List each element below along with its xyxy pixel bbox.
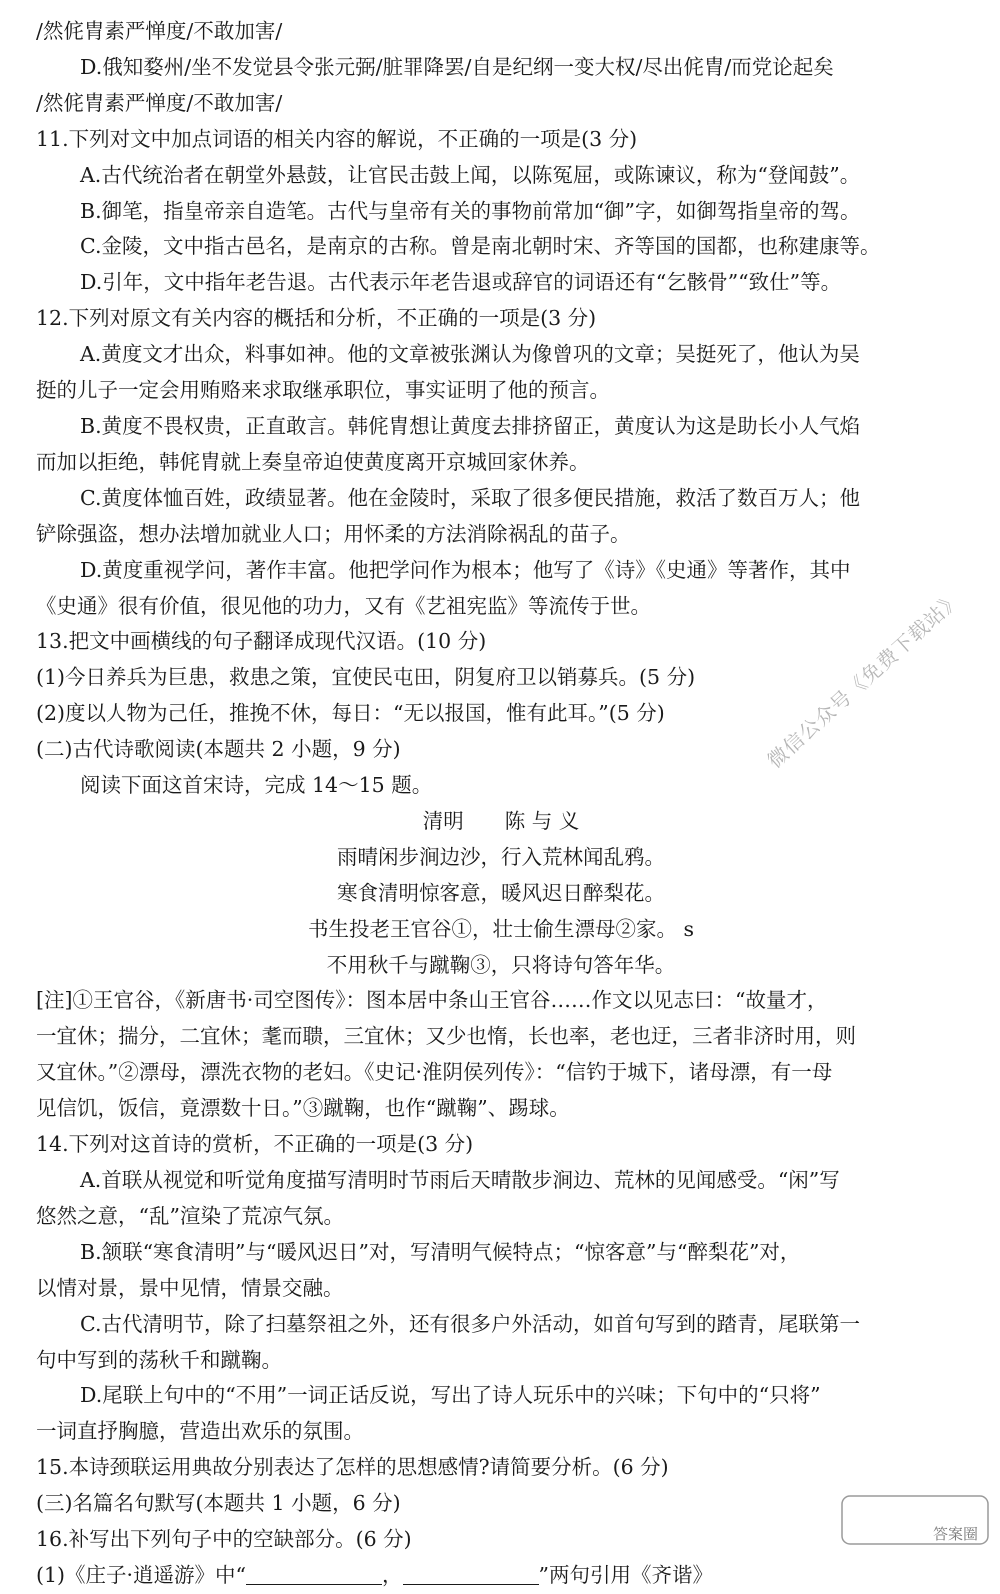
poem-line: 雨晴闲步涧边沙，行入荒林闻乱鸦。 xyxy=(337,844,665,869)
text-line: 16.补写出下列句子中的空缺部分。(6 分) xyxy=(36,1527,412,1552)
text-line: A.古代统治者在朝堂外悬鼓，让官民击鼓上闻，以陈冤屈，或陈谏议，称为“登闻鼓”。 xyxy=(80,162,861,187)
text-line: C.金陵，文中指古邑名，是南京的古称。曾是南北朝时宋、齐等国的国都，也称建康等。 xyxy=(80,234,881,259)
text-line: 阅读下面这首宋诗，完成 14～15 题。 xyxy=(80,773,433,798)
text-line: 铲除强盗，想办法增加就业人口；用怀柔的方法消除祸乱的苗子。 xyxy=(36,521,631,546)
fill-blank-line xyxy=(36,1558,966,1594)
question-block-1 xyxy=(36,14,966,804)
poem xyxy=(36,804,966,984)
text-line: /然侂胄素严惮度/不敢加害/ xyxy=(36,19,283,43)
text-line: 13.把文中画横线的句子翻译成现代汉语。(10 分) xyxy=(36,629,487,654)
watermark-text: 微信公众号《免费下载站》 xyxy=(762,586,967,773)
text-line: 而加以拒绝，韩侂胄就上奏皇帝迫使黄度离开京城回家休养。 xyxy=(36,449,590,474)
text-line: B.颔联“寒食清明”与“暖风迟日”对，写清明气候特点；“惊客意”与“醉梨花”对， xyxy=(80,1239,801,1264)
text-line: A.黄度文才出众，料事如神。他的文章被张渊认为像曾巩的文章；吴挺死了，他认为吴 xyxy=(80,342,860,367)
fill-blank-sep: ， xyxy=(382,1562,403,1587)
text-line: 以情对景，景中见情，情景交融。 xyxy=(36,1275,344,1300)
poem-lines xyxy=(36,840,966,984)
text-line: D.俄知婺州/坐不发觉县令张元弼/脏罪降罢/自是纪纲一变大权/尽出侂胄/而党论起矣 xyxy=(80,54,834,79)
text-line: 14.下列对这首诗的赏析，不正确的一项是(3 分) xyxy=(36,1132,474,1157)
poem-line: 不用秋千与蹴鞠③，只将诗句答年华。 xyxy=(326,952,676,977)
text-line: 见信饥，饭信，竟漂数十日。”③蹴鞠，也作“蹴鞠”、踢球。 xyxy=(36,1096,570,1121)
text-line: [注]①王官谷，《新唐书·司空图传》：图本居中条山王官谷……作文以见志曰：“故量才， xyxy=(36,988,828,1013)
corner-logo-text: 答案圈 xyxy=(932,1525,978,1543)
exam-page xyxy=(36,14,966,1594)
text-line: 12.下列对原文有关内容的概括和分析，不正确的一项是(3 分) xyxy=(36,306,597,331)
answer-blank-2[interactable] xyxy=(403,1564,539,1585)
text-line: C.黄度体恤百姓，政绩显著。他在金陵时，采取了很多便民措施，救活了数百万人；他 xyxy=(80,485,860,510)
text-line: 一词直抒胸臆，营造出欢乐的氛围。 xyxy=(36,1419,364,1444)
text-line: 句中写到的荡秋千和蹴鞠。 xyxy=(36,1347,282,1372)
text-line: (1)今日养兵为巨患，救患之策，宜使民屯田，阴复府卫以销募兵。(5 分) xyxy=(36,665,696,690)
text-line: D.引年，文中指年老告退。古代表示年老告退或辞官的词语还有“乞骸骨”“致仕”等。 xyxy=(80,270,842,295)
text-line: D.黄度重视学问，著作丰富。他把学问作为根本；他写了《诗》《史通》等著作，其中 xyxy=(80,557,851,582)
text-line: 悠然之意，“乱”渲染了荒凉气氛。 xyxy=(36,1203,344,1228)
text-line: 11.下列对文中加点词语的相关内容的解说，不正确的一项是(3 分) xyxy=(36,126,638,151)
text-line: (三)名篇名句默写(本题共 1 小题，6 分) xyxy=(36,1491,401,1516)
text-line: 一宜休；揣分，二宜休；耄而聩，三宜休；又少也惰，长也率，老也迂，三者非济时用，则 xyxy=(36,1024,856,1049)
text-line: 又宜休。”②漂母，漂洗衣物的老妇。《史记·淮阴侯列传》：“信钓于城下，诸母漂，有一母 xyxy=(36,1060,833,1085)
fill-blank-suffix: ”两句引用《齐谐》 xyxy=(538,1562,714,1587)
question-block-2 xyxy=(36,983,966,1558)
text-line: 《史通》很有价值，很见他的功力，又有《艺祖宪监》等流传于世。 xyxy=(36,593,651,618)
text-line: A.首联从视觉和听觉角度描写清明时节雨后天晴散步涧边、荒林的见闻感受。“闲”写 xyxy=(80,1168,840,1192)
text-line: B.御笔，指皇帝亲自造笔。古代与皇帝有关的事物前常加“御”字，如御驾指皇帝的驾。 xyxy=(80,198,861,223)
text-line: 挺的儿子一定会用贿赂来求取继承职位，事实证明了他的预言。 xyxy=(36,378,610,403)
text-line: B.黄度不畏权贵，正直敢言。韩侂胄想让黄度去排挤留正，黄度认为这是助长小人气焰 xyxy=(80,413,861,438)
fill-blank-prefix: (1)《庄子·逍遥游》中“ xyxy=(36,1562,247,1587)
text-line: C.古代清明节，除了扫墓祭祖之外，还有很多户外活动，如首句写到的踏青，尾联第一 xyxy=(80,1311,860,1336)
text-line: (二)古代诗歌阅读(本题共 2 小题，9 分) xyxy=(36,737,401,762)
answer-blank-1[interactable] xyxy=(246,1564,382,1585)
poem-line: 寒食清明惊客意，暖风迟日醉梨花。 xyxy=(337,880,665,905)
text-line: 15.本诗颈联运用典故分别表达了怎样的思想感情?请简要分析。(6 分) xyxy=(36,1455,669,1480)
text-line: D.尾联上句中的“不用”一词正话反说，写出了诗人玩乐中的兴味；下句中的“只将” xyxy=(80,1383,821,1408)
text-line: (2)度以人物为己任，推挽不休，每日：“无以报国，惟有此耳。”(5 分) xyxy=(36,701,665,726)
poem-title: 清明 陈 与 义 xyxy=(422,808,580,833)
text-line: /然侂胄素严惮度/不敢加害/ xyxy=(36,90,283,115)
poem-line: 书生投老王官谷①，壮士偷生漂母②家。 s xyxy=(307,916,695,941)
